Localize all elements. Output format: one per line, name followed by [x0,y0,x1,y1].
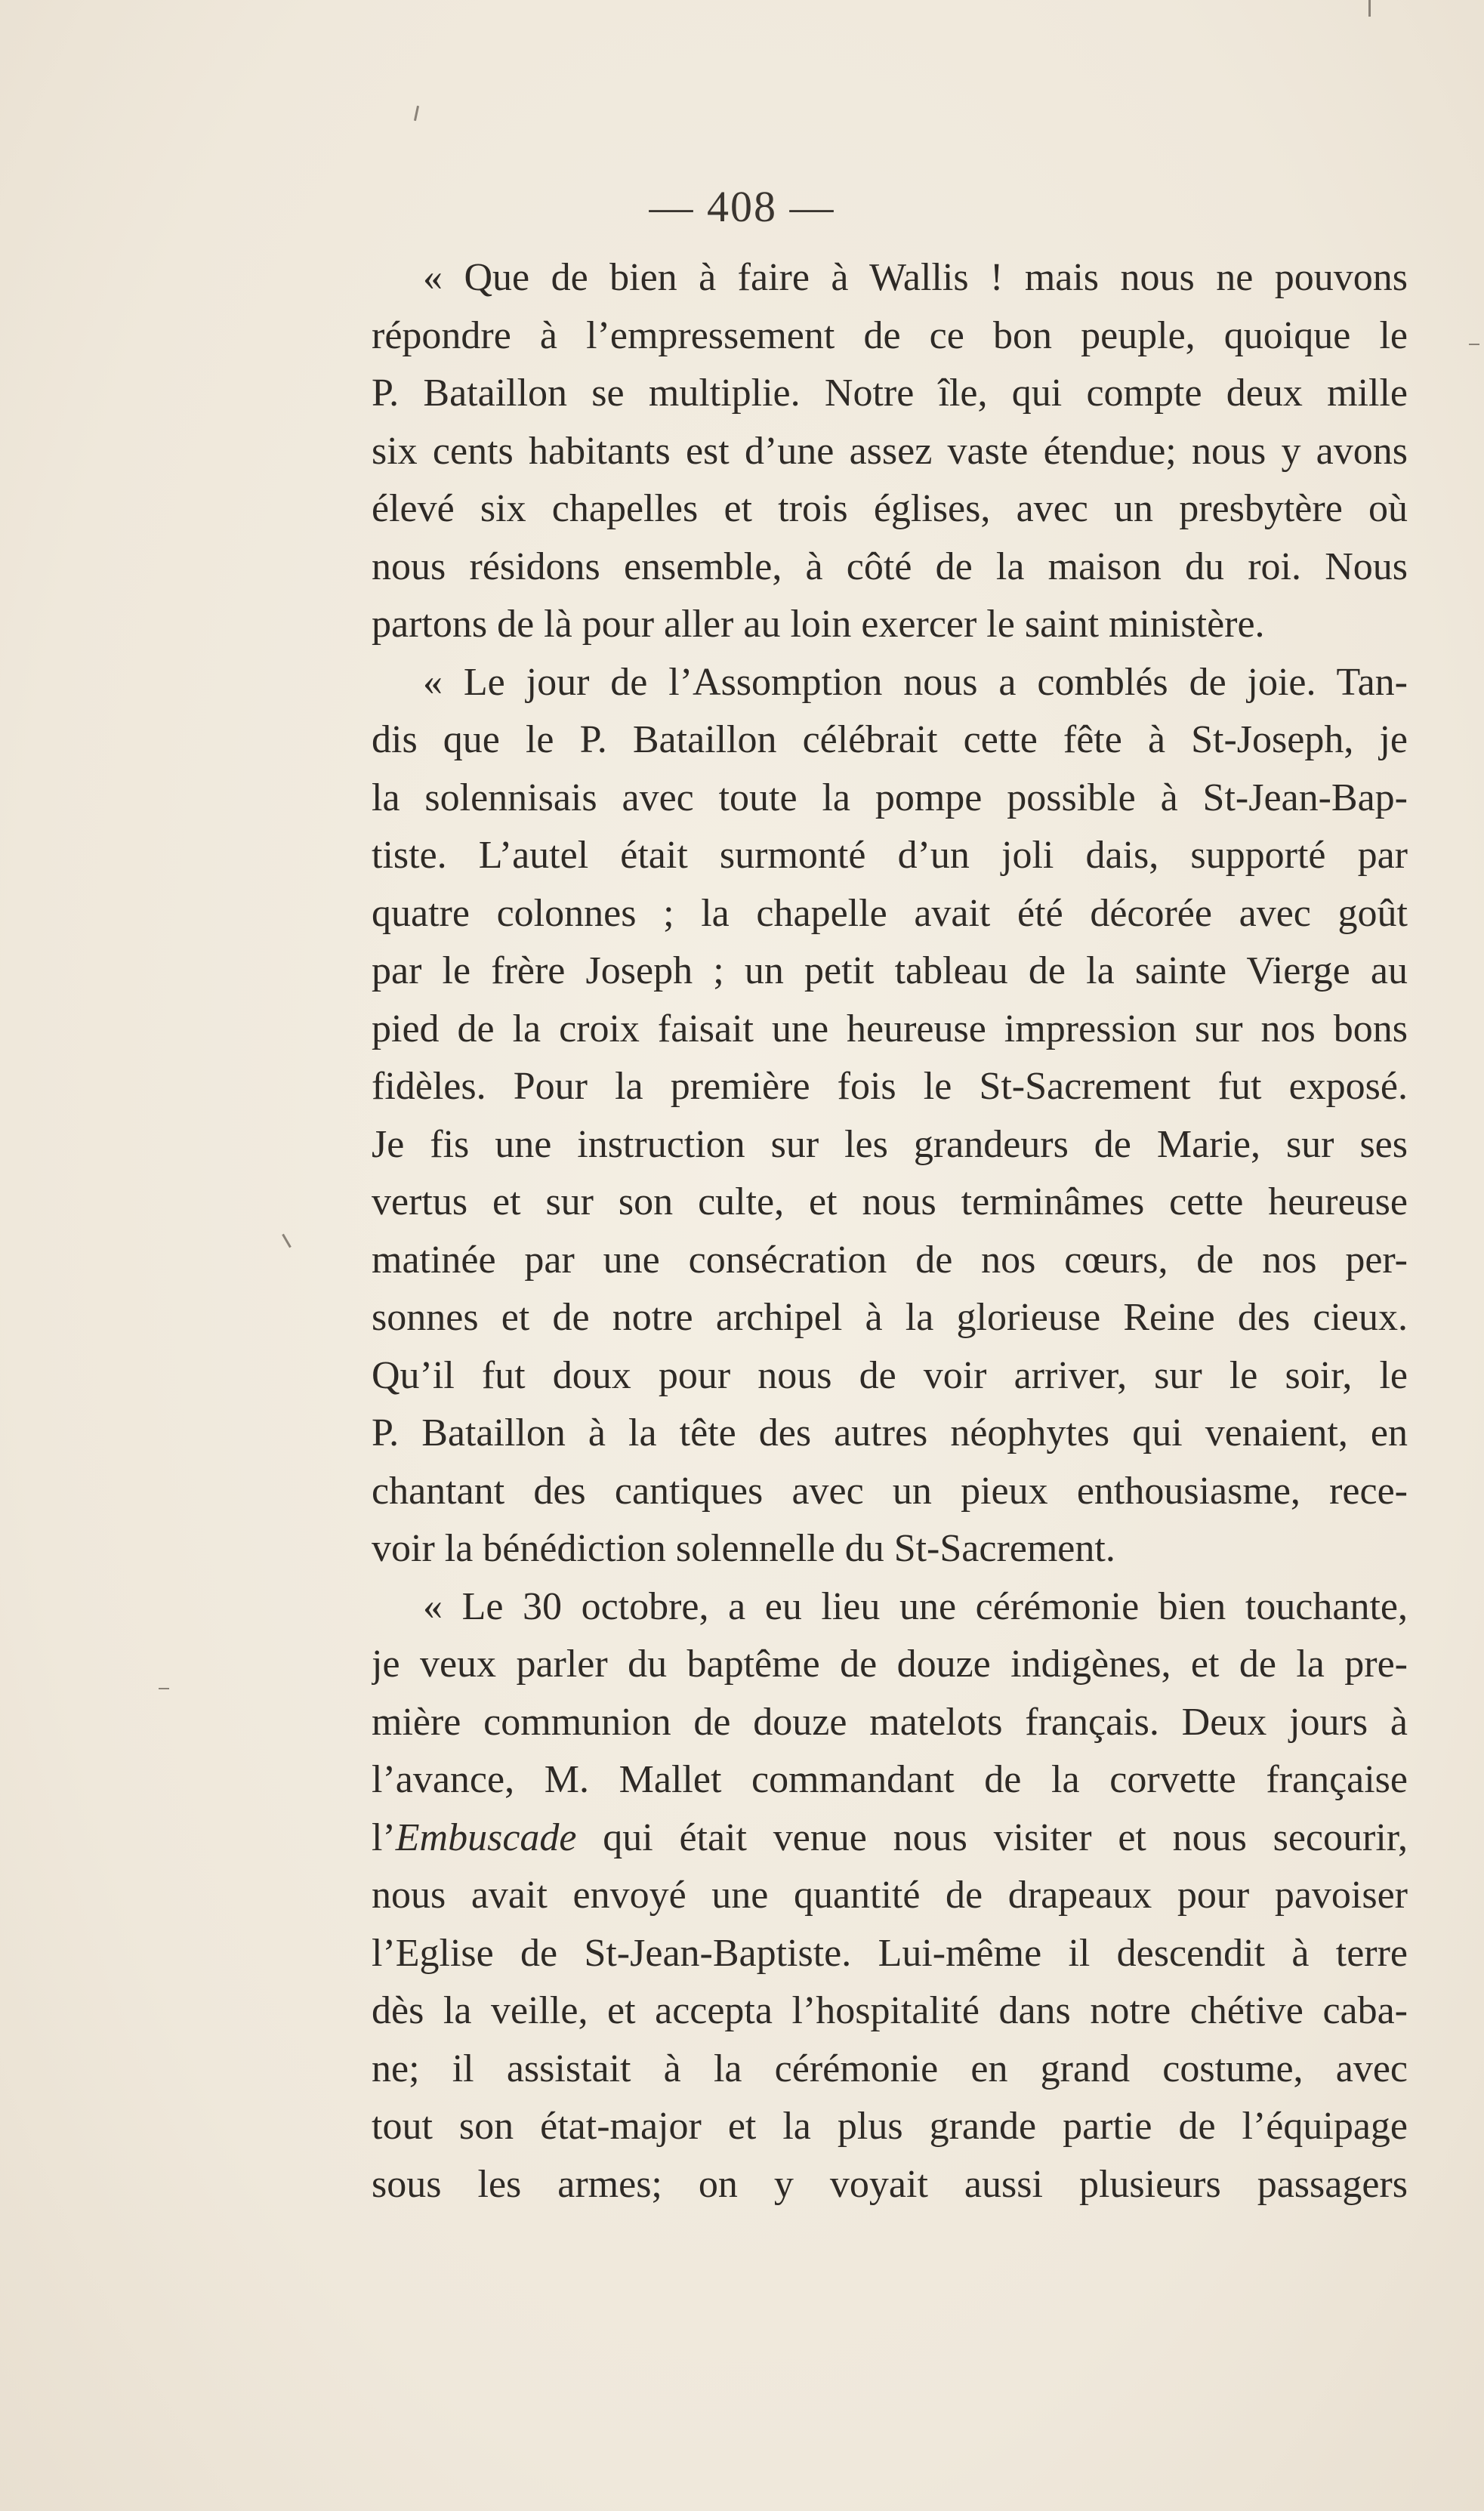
text-line: quatre colonnes ; la chapelle avait été décorée avec goût [372,891,1408,935]
text-line: nous avait envoyé une quantité de drapeaux pour pavoiser [372,1874,1408,1917]
text-line: six cents habitants est d’une assez vaste étendue; nous y avons [372,429,1408,473]
text-line: tout son état-major et la plus grande partie de l’équipage [372,2105,1408,2148]
text-line: vertus et sur son culte, et nous terminâmes cette heureuse [372,1180,1408,1223]
text-line: pied de la croix faisait une heureuse impression sur nos bons [372,1007,1408,1050]
margin-speck [414,106,419,121]
text-line: sonnes et de notre archipel à la glorieuse Reine des cieux. [372,1296,1408,1339]
text-line: fidèles. Pour la première fois le St-Sacrement fut exposé. [372,1065,1408,1108]
text-line: « Le jour de l’Assomption nous a comblés de joie. Tan- [423,660,1408,704]
margin-speck [1368,0,1371,17]
text-line: mière communion de douze matelots français. Deux jours à [372,1700,1408,1744]
text-line: ne; il assistait à la cérémonie en grand costume, avec [372,2047,1408,2090]
text-line: P. Bataillon à la tête des autres néophytes qui venaient, en [372,1411,1408,1454]
text-line: Je fis une instruction sur les grandeurs de Marie, sur ses [372,1122,1408,1166]
text-line: « Que de bien à faire à Wallis ! mais nous ne pouvons [423,256,1408,299]
text-line: répondre à l’empressement de ce bon peuple, quoique le [372,313,1408,357]
text-line: dès la veille, et accepta l’hospitalité dans notre chétive caba- [372,1989,1408,2032]
text-line: voir la bénédiction solennelle du St-Sacrement. [372,1527,1115,1570]
text-line: par le frère Joseph ; un petit tableau de la sainte Vierge au [372,949,1408,992]
text-line: chantant des cantiques avec un pieux enthousiasme, rece- [372,1469,1408,1513]
text-line: l’avance, M. Mallet commandant de la corvette française [372,1758,1408,1801]
margin-speck [1469,344,1479,345]
body-text [372,249,1408,2213]
text-line: la solennisais avec toute la pompe possible à St-Jean-Bap- [372,776,1408,819]
margin-speck [159,1688,169,1689]
text-line: « Le 30 octobre, a eu lieu une cérémonie bien touchante, [423,1584,1408,1628]
text-line: P. Bataillon se multiplie. Notre île, qui compte deux mille [372,372,1408,415]
ship-name: Embuscade [395,1815,577,1859]
text-line: tiste. L’autel était surmonté d’un joli dais, supporté par [372,834,1408,877]
text-line: nous résidons ensemble, à côté de la maison du roi. Nous [372,544,1408,588]
text-line: l’Embuscade qui était venue nous visiter et nous secourir, [372,1815,1408,1859]
text-line: partons de là pour aller au loin exercer le saint ministère. [372,603,1265,646]
text-line: l’Eglise de St-Jean-Baptiste. Lui-même il descendit à terre [372,1931,1408,1975]
text-line: dis que le P. Bataillon célébrait cette fête à St-Joseph, je [372,718,1408,761]
text-line: sous les armes; on y voyait aussi plusieurs passagers [372,2162,1408,2206]
text-line: élevé six chapelles et trois églises, avec un presbytère où [372,487,1408,530]
text-line: je veux parler du baptême de douze indigènes, et de la pre- [372,1643,1408,1686]
text-line: matinée par une consécration de nos cœurs, de nos per- [372,1238,1408,1282]
margin-speck [282,1234,292,1248]
text-line: Qu’il fut doux pour nous de voir arriver, sur le soir, le [372,1353,1408,1397]
page-number: — 408 — [649,182,835,231]
